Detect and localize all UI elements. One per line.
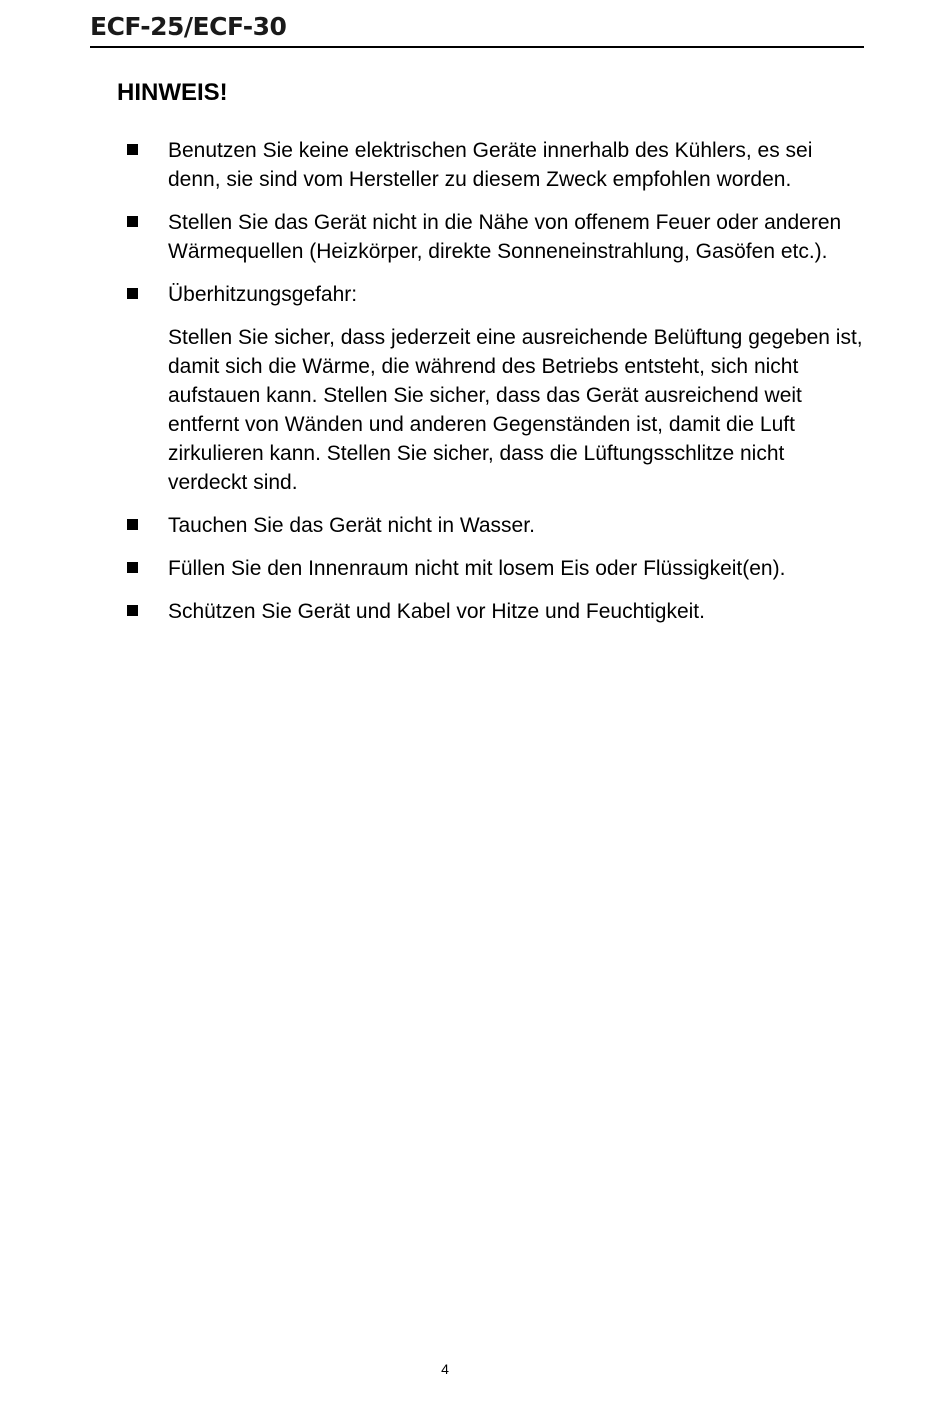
list-item-text: Schützen Sie Gerät und Kabel vor Hitze und Feuchtigkeit. bbox=[168, 600, 705, 623]
square-bullet-icon bbox=[127, 288, 138, 299]
list-item-text: Füllen Sie den Innenraum nicht mit losem Eis oder Flüssigkeit(en). bbox=[168, 557, 786, 580]
list-item bbox=[127, 511, 867, 540]
list-item-text: Benutzen Sie keine elektrischen Geräte innerhalb des Kühlers, es sei denn, sie sind vom Hersteller zu diesem Zweck empfohlen worden. bbox=[168, 139, 813, 191]
list-item-text: Stellen Sie das Gerät nicht in die Nähe von offenem Feuer oder anderen Wärmequellen (Heizkörper, direkte Sonneneinstrahlung, Gasöfen etc.). bbox=[168, 211, 842, 263]
square-bullet-icon bbox=[127, 144, 138, 155]
list-item-text: Tauchen Sie das Gerät nicht in Wasser. bbox=[168, 514, 535, 537]
page-header bbox=[90, 10, 864, 48]
list-item bbox=[127, 208, 867, 266]
list-item bbox=[127, 136, 867, 194]
model-title: ECF-25/ECF-30 bbox=[90, 12, 287, 41]
square-bullet-icon bbox=[127, 605, 138, 616]
square-bullet-icon bbox=[127, 519, 138, 530]
notice-list bbox=[127, 136, 867, 640]
list-item bbox=[127, 280, 867, 497]
list-item bbox=[127, 597, 867, 626]
notice-heading: HINWEIS! bbox=[117, 79, 228, 106]
list-item bbox=[127, 554, 867, 583]
square-bullet-icon bbox=[127, 216, 138, 227]
page-number: 4 bbox=[441, 1361, 449, 1377]
square-bullet-icon bbox=[127, 562, 138, 573]
list-item-text: Überhitzungsgefahr: bbox=[168, 283, 358, 306]
list-item-paragraph: Stellen Sie sicher, dass jederzeit eine ausreichende Belüftung gegeben ist, damit sich die Wärme, die während des Betriebs entsteht, sich nicht aufstauen kann. Stellen Sie sicher, dass das Gerät ausreichend weit entfernt von Wänden und anderen Gegenständen ist, damit die Luft zirkulieren kann. Stellen Sie sicher, dass die Lüftungsschlitze nicht verdeckt sind. bbox=[168, 326, 863, 494]
